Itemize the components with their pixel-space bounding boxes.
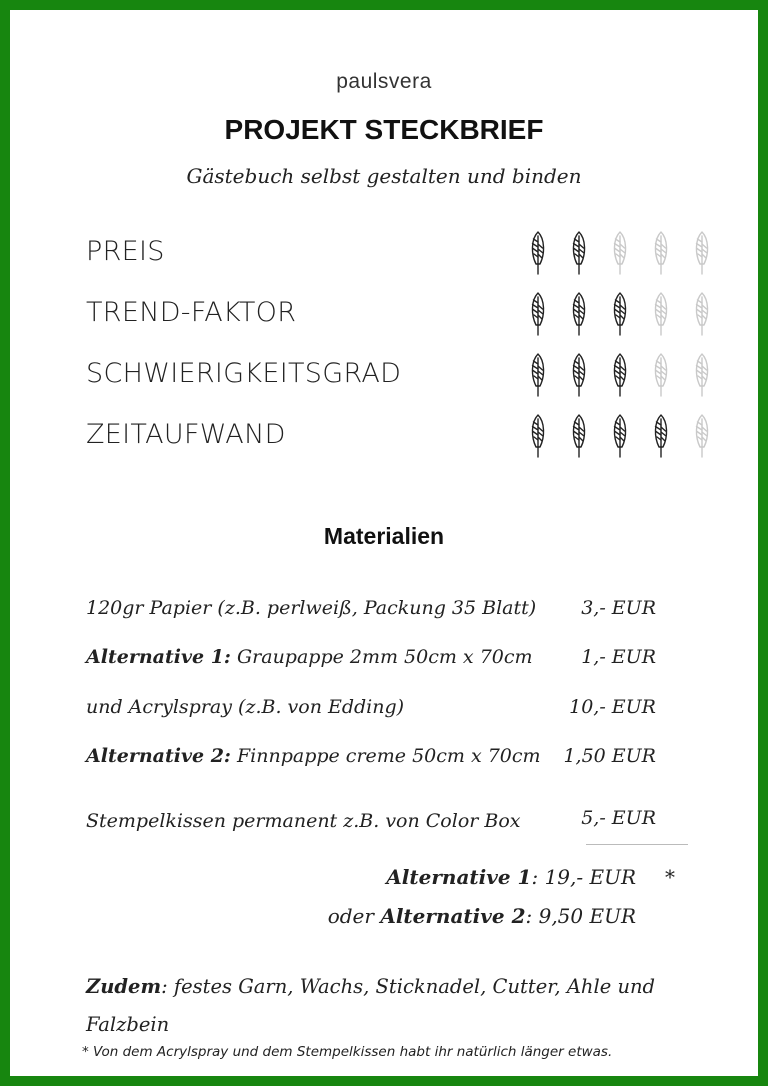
material-price: 5,- EUR <box>581 807 656 829</box>
footnote: * Von dem Acrylspray und dem Stempelkissen habt ihr natürlich länger etwas. <box>82 1044 613 1060</box>
brand-name: paulsvera <box>336 70 432 93</box>
feather-icon <box>608 230 632 276</box>
feather-icon <box>608 352 632 398</box>
rating-label: SCHWIERIGKEITSGRAD <box>86 358 402 389</box>
rating-feathers <box>526 413 726 463</box>
material-description <box>86 745 541 767</box>
page-subtitle: Gästebuch selbst gestalten und binden <box>186 164 582 188</box>
total-alternative-2: oder Alternative 2: 9,50 EUR <box>327 904 636 928</box>
material-row <box>86 807 686 840</box>
material-alternative-label: Alternative 2: <box>86 745 231 767</box>
feather-icon <box>608 291 632 337</box>
feather-icon <box>608 413 632 459</box>
rating-feathers <box>526 230 726 280</box>
feather-icon <box>526 352 550 398</box>
total-divider <box>586 844 688 845</box>
feather-icon <box>649 291 673 337</box>
feather-icon <box>690 230 714 276</box>
feather-icon <box>526 291 550 337</box>
feather-icon <box>526 230 550 276</box>
material-price: 1,50 EUR <box>563 745 656 767</box>
rating-row <box>86 352 726 402</box>
additional-materials: Zudem: festes Garn, Wachs, Sticknadel, Cutter, Ahle und Falzbein <box>86 975 656 1036</box>
feather-icon <box>567 230 591 276</box>
material-row <box>86 646 686 676</box>
page-title: PROJEKT STECKBRIEF <box>224 114 544 145</box>
feather-icon <box>567 291 591 337</box>
feather-icon <box>649 352 673 398</box>
rating-row <box>86 230 726 280</box>
material-alternative-label: Alternative 1: <box>86 646 231 668</box>
material-description <box>86 597 536 619</box>
feather-icon <box>649 413 673 459</box>
rating-label: TREND-FAKTOR <box>86 297 297 328</box>
rating-row <box>86 291 726 341</box>
material-description <box>86 810 521 832</box>
rating-label: PREIS <box>86 236 165 267</box>
material-text: und Acrylspray (z.B. von Edding) <box>86 696 405 718</box>
material-price: 3,- EUR <box>581 597 656 619</box>
rating-row <box>86 413 726 463</box>
feather-icon <box>526 413 550 459</box>
material-row <box>86 597 686 627</box>
feather-icon <box>690 413 714 459</box>
material-text: 120gr Papier (z.B. perlweiß, Packung 35 Blatt) <box>86 597 537 619</box>
material-row <box>86 696 686 726</box>
rating-label: ZEITAUFWAND <box>86 419 286 450</box>
material-description <box>86 646 533 668</box>
material-price: 1,- EUR <box>581 646 656 668</box>
material-text: Stempelkissen permanent z.B. von Color Box <box>86 810 521 832</box>
rating-feathers <box>526 291 726 341</box>
total-alternative-1: Alternative 1: 19,- EUR <box>386 865 636 889</box>
materials-heading: Materialien <box>323 523 445 549</box>
rating-feathers <box>526 352 726 402</box>
footnote-marker: * <box>665 865 675 889</box>
feather-icon <box>690 352 714 398</box>
material-text: Finnpappe creme 50cm x 70cm <box>230 745 541 767</box>
feather-icon <box>649 230 673 276</box>
material-text: Graupappe 2mm 50cm x 70cm <box>230 646 533 668</box>
feather-icon <box>690 291 714 337</box>
material-description <box>86 696 404 718</box>
material-price: 10,- EUR <box>569 696 656 718</box>
material-row <box>86 745 686 775</box>
feather-icon <box>567 413 591 459</box>
feather-icon <box>567 352 591 398</box>
